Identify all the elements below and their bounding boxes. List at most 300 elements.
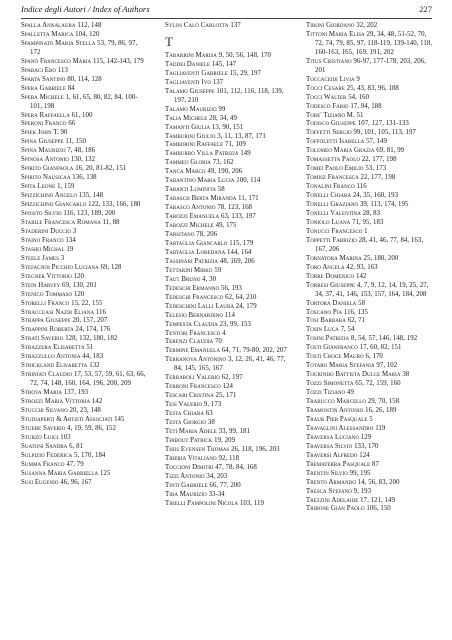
author-name: Tonucci Francesco: [306, 227, 363, 235]
page-references: 125: [99, 469, 111, 477]
page-references: 49, 175: [215, 222, 237, 230]
index-entry: [165, 392, 291, 401]
author-name: Stabile Francesca Romana: [21, 218, 101, 226]
page-references: 25, 171: [215, 392, 237, 400]
index-entry: [306, 183, 434, 192]
author-name: Tironi Giordano: [306, 22, 355, 29]
index-entry: [21, 291, 147, 300]
author-name: Talia Michele: [165, 114, 208, 122]
page-references: 1: [364, 227, 368, 235]
index-entry: [165, 124, 291, 133]
author-name: Striniati Claudio: [21, 371, 73, 379]
author-name: Strazzera Elisabetta: [21, 344, 85, 352]
index-entry: [306, 362, 434, 371]
author-name: Trento Armando: [306, 478, 356, 486]
author-name: Tonelli Graziano: [306, 201, 359, 209]
index-entry: [165, 330, 291, 339]
author-name: Testa Giorgio: [165, 419, 207, 427]
index-entry: [165, 213, 291, 222]
index-entry: [21, 344, 147, 353]
page-references: 136, 138: [72, 174, 97, 182]
page-references: 114: [224, 311, 235, 319]
page-references: 3: [72, 227, 77, 235]
author-name: Stein Harvey: [21, 281, 61, 289]
author-name: Travaglini Alessandro: [306, 424, 374, 432]
page-references: 17, 94, 188: [350, 102, 382, 110]
page-references: 144, 164: [227, 248, 252, 256]
author-name: Spampinato Maria Stella: [21, 39, 96, 47]
author-name: Toscano Pia: [306, 308, 343, 316]
page-references: 3: [60, 254, 65, 262]
index-entry: [165, 240, 291, 249]
index-entry: [21, 228, 147, 237]
page-references: 47, 78, 84, 168: [215, 463, 257, 471]
index-entry: [21, 165, 147, 174]
author-name: Tettarini Mirko: [165, 266, 213, 274]
index-entry: [165, 168, 291, 177]
author-name: Strozzi Maria Vittoria: [21, 398, 91, 406]
index-entry: [21, 112, 147, 121]
index-entry: [306, 174, 434, 183]
author-name: Toffoletti Isabella: [306, 138, 365, 146]
page-references: 51: [356, 111, 364, 119]
index-entry: [306, 407, 434, 416]
author-name: Spinosa Antonio: [21, 156, 69, 164]
index-entry: [21, 434, 147, 443]
author-name: Suatoni Sandra: [21, 442, 68, 450]
page-references: 78, 206: [196, 231, 218, 239]
author-name: Sturzo Luigi: [21, 433, 59, 441]
page-references: 119: [375, 424, 386, 432]
index-entry: [306, 76, 434, 85]
author-name: Teti Maria Adele: [165, 427, 217, 435]
index-entry: [21, 210, 147, 219]
page-references: 15, 29, 197: [229, 69, 261, 77]
author-name: Straccuasi Nazir Eliana: [21, 308, 95, 316]
author-name: Traversi Alfredo: [306, 451, 358, 459]
author-name: Tarsitano: [165, 231, 195, 239]
author-name: Telesio Bernardino: [165, 311, 224, 319]
author-name: Strazzullo Antonia: [21, 353, 81, 361]
page-references: 129: [360, 433, 372, 441]
author-name: Sulpizio Federica: [21, 451, 73, 459]
author-name: Tittoni Maria Elisa: [306, 30, 365, 38]
page-references: 116, 123, 189, 200: [63, 210, 116, 218]
page-references: 70: [214, 338, 222, 346]
author-name: Tanca Marco: [165, 168, 206, 176]
index-entry: [165, 195, 291, 204]
page-references: 1, 61, 65, 80, 82, 84, 100-101, 198: [30, 93, 138, 110]
index-entry: [165, 347, 291, 356]
page-references: 135, 148: [78, 192, 104, 200]
index-entry: [21, 398, 147, 407]
author-name: Tonelli Chiara: [306, 192, 352, 200]
index-entry: [165, 446, 291, 455]
page-references: 78, 123, 168: [217, 204, 253, 212]
author-name: Spera Raffaella: [21, 111, 70, 119]
index-entry: [306, 31, 434, 58]
author-name: Tentori Francesco: [165, 329, 221, 337]
author-name: Torresi Giuseppe: [306, 281, 356, 289]
author-name: Spera Michele: [21, 93, 64, 101]
page-references: 103, 119: [239, 499, 264, 507]
page-references: 28, 34, 49: [209, 114, 237, 122]
author-name: Toppetti Fabrizio: [306, 236, 357, 244]
author-name: Strappa Giuseppe: [21, 317, 71, 325]
index-entry: [306, 461, 434, 470]
page-references: 28, 41, 46, 77, 84, 163, 167, 206: [315, 236, 424, 253]
page-references: 29, 70, 158: [367, 398, 400, 406]
author-name: Talamo Giuseppe: [165, 87, 215, 95]
author-name: Tramontin Antonio: [306, 406, 364, 414]
index-entry: [306, 264, 434, 273]
page-references: 14, 56, 83, 200: [357, 478, 400, 486]
index-entry: [306, 210, 434, 219]
author-name: Tresca Stefano: [306, 487, 352, 495]
index-entry: [21, 246, 147, 255]
author-name: Tobe' Tiziano M.: [306, 111, 355, 119]
author-name: Trabucco Marcello: [306, 398, 367, 406]
index-entry: [165, 491, 291, 500]
author-name: Terroni Francesco: [165, 383, 221, 391]
index-entry: [165, 133, 291, 142]
author-name: Tomisz Francesca: [306, 174, 359, 182]
index-entry: [306, 147, 434, 156]
page-references: 64, 71, 79-80, 202, 207: [221, 347, 287, 355]
index-entry: [21, 425, 147, 434]
page-references: 25, 180, 200: [363, 254, 399, 262]
index-entry: [21, 309, 147, 318]
author-name: Tolomeo Maria Grazia: [306, 147, 375, 155]
author-name: Tagliaventi Gabriele: [165, 69, 228, 77]
author-name: Strickland Elisabetta: [21, 362, 88, 370]
index-entry: [165, 249, 291, 258]
author-name: Tempesta Claudia: [165, 320, 218, 328]
author-name: Tocci Cesare: [306, 84, 345, 92]
author-name: Todesco Fabio: [306, 102, 349, 110]
author-name: Tescari Cristina: [165, 392, 214, 400]
author-name: Spirito Gianpaola: [21, 165, 74, 173]
page-references: 9, 173: [203, 401, 222, 409]
index-entry: [165, 159, 291, 168]
page-references: 22, 177, 198: [361, 156, 397, 164]
index-entry: [21, 353, 147, 362]
index-entry: [21, 282, 147, 291]
author-name: Strati Saverio: [21, 335, 64, 343]
index-entry: [165, 267, 291, 276]
index-entry: [165, 455, 291, 464]
index-entry: [306, 165, 434, 174]
index-entry: [306, 282, 434, 300]
page-references: 19: [66, 245, 74, 253]
page-references: 47, 79: [66, 460, 84, 468]
page-references: 120: [73, 290, 85, 298]
author-name: Spiek John T.: [21, 129, 59, 137]
page-references: 128, 132, 180, 182: [65, 335, 118, 343]
page-references: 22, 177, 198: [360, 174, 396, 182]
index-entry: [306, 94, 434, 103]
index-entry: [21, 174, 147, 183]
page-references: 4, 30: [202, 275, 217, 283]
page-references: 29, 34, 48, 51-52, 70, 72, 74, 79, 85, 97, 118-119, 139-140, 118, 160-163, 165, 169, 191, 202: [315, 30, 433, 56]
index-entry: [165, 383, 291, 392]
index-entry: [21, 192, 147, 201]
index-entry: [165, 285, 291, 294]
author-name: Terranova Antonino: [165, 356, 227, 364]
page-references: 62, 197: [221, 374, 243, 382]
index-entry: [306, 479, 434, 488]
page-references: 3, 12, 26, 41, 46, 77, 84, 145, 165, 167: [174, 356, 286, 373]
page-references: 9: [356, 75, 360, 83]
running-header-title: Indice degli Autori / Index of Authors: [21, 4, 150, 14]
author-name: Torre Domenico: [306, 272, 355, 280]
index-entry: [21, 326, 147, 335]
page-references: 137: [212, 78, 224, 86]
page-references: 122, 133, 166, 180: [88, 201, 141, 209]
index-entry: [165, 473, 291, 482]
index-column-2: [165, 22, 291, 509]
page-references: 20, 23, 148: [69, 406, 101, 414]
index-entry: [306, 192, 434, 201]
index-entry: [165, 419, 291, 428]
section-letter-t: T: [165, 33, 173, 49]
index-entry: [21, 237, 147, 246]
author-name: Tirelli Pampolini Nicola: [165, 499, 239, 507]
author-name: Stegner Vittorio: [21, 272, 72, 280]
author-name: Susi Eugenio: [21, 478, 59, 486]
index-entry: [21, 317, 147, 326]
page-references: 11, 88: [102, 218, 120, 226]
author-name: Strappini Roberta: [21, 326, 74, 334]
page-references: 17, 53, 57, 59, 61, 63, 66, 72, 74, 148, 160, 164, 196, 200, 209: [30, 371, 146, 388]
author-name: Storelli Franco: [21, 299, 70, 307]
index-entry: [165, 231, 291, 240]
index-entry: [165, 312, 291, 321]
author-name: Thiis Evensen Thomas: [165, 445, 230, 453]
index-entry: [306, 425, 434, 434]
author-name: Testa Chiara: [165, 410, 204, 418]
index-entry: [165, 61, 291, 70]
page-references: 115, 179: [229, 239, 254, 247]
index-entry: [306, 389, 434, 398]
author-name: Tedeschi Ermanno: [165, 284, 220, 292]
index-entry: [21, 138, 147, 147]
author-name: Tonelli Valentina: [306, 210, 361, 218]
author-name: Tamburro Villa Patrizia: [165, 150, 239, 158]
author-name: Stefagnoi Picchio Luciana: [21, 263, 99, 271]
page-references: 38: [207, 419, 215, 427]
author-name: Sposito Silvio: [21, 210, 62, 218]
author-name: Summa Franco: [21, 460, 65, 468]
page-references: 56, 193: [220, 284, 242, 292]
page-references: 71, 109: [224, 141, 246, 149]
page-references: 24, 35, 160, 193: [352, 192, 399, 200]
index-entry: [21, 94, 147, 112]
page-references: 124: [222, 383, 234, 391]
author-name: Toccaceidi Livia: [306, 75, 355, 83]
index-entry: [306, 371, 434, 380]
author-name: Tosi Barbara: [306, 317, 346, 325]
author-name: Tira Maurizio: [165, 490, 207, 498]
author-name: Tosti Gianfranco: [306, 344, 358, 352]
author-name: Toniolo Luana: [306, 218, 351, 226]
page-references: 120: [73, 272, 84, 280]
page-references: 61, 100: [71, 111, 93, 119]
index-entry: [165, 294, 291, 303]
author-name: Sylos Calò Carlotta: [165, 22, 229, 29]
page-references: 59: [214, 266, 222, 274]
page-references: 130, 132: [70, 156, 96, 164]
page-references: 7, 54: [340, 326, 355, 334]
page-references: 142: [91, 398, 103, 406]
author-name: Titus Cristiano: [306, 57, 352, 65]
author-name: Spina Giuseppe: [21, 138, 64, 146]
author-name: Toccioni Dimitri: [165, 463, 214, 471]
page-references: 3, 11, 13, 87, 171: [217, 132, 266, 140]
page-references: 73, 162: [212, 159, 234, 167]
page-number: 227: [419, 4, 432, 14]
author-name: Tribone Gian Paolo: [306, 505, 365, 513]
index-entry: [165, 115, 291, 124]
author-name: Traversa Silvio: [306, 442, 353, 450]
page-references: 113: [57, 66, 69, 74]
index-entry: [21, 461, 147, 470]
author-name: Termine Emanuela: [165, 347, 221, 355]
index-entry: [21, 31, 147, 40]
page-references: 16, 26, 189: [365, 406, 397, 414]
author-name: Tarasch Berta Miranda: [165, 195, 237, 203]
index-entry: [21, 264, 147, 273]
page-references: 124: [359, 451, 370, 459]
index-entry: [21, 452, 147, 461]
page-references: 97, 102: [376, 362, 398, 370]
page-references: 9, 50, 56, 148, 170: [218, 51, 271, 59]
index-entry: [21, 219, 147, 228]
page-references: 63, 133, 197: [220, 213, 256, 221]
author-name: Stasiki Michal: [21, 245, 65, 253]
page-references: 99, 195: [349, 469, 371, 477]
page-references: 9, 193: [353, 487, 372, 495]
author-name: Tarozzi Michele: [165, 222, 214, 230]
author-name: Tamanti Giulia: [165, 123, 211, 131]
author-name: Studiaperti & Artisti Associati: [21, 415, 113, 423]
page-references: 4, 7, 9, 12, 14, 19, 25, 27, 34, 37, 41, 146, 153, 157, 164, 184, 208: [315, 281, 429, 298]
index-entry: [306, 219, 434, 228]
page-references: 99: [218, 105, 226, 113]
author-name: Toro Angela: [306, 263, 345, 271]
author-name: Taranti Luminita: [165, 186, 217, 194]
page-references: 112, 148: [77, 22, 102, 29]
page-references: 4: [222, 329, 226, 337]
author-name: Tarasco Antonio: [165, 204, 216, 212]
page-references: 42, 93, 163: [346, 263, 378, 271]
author-name: Tesi Valerio: [165, 401, 203, 409]
index-entry: [165, 500, 291, 509]
index-entry: [306, 228, 434, 237]
page-references: 15, 22, 155: [71, 299, 103, 307]
author-name: Totaro Maria Stefania: [306, 362, 375, 370]
page-references: 84: [67, 84, 75, 92]
index-entry: [165, 401, 291, 410]
author-name: Tartaglia Loredana: [165, 248, 226, 256]
author-name: Traub Pier Pasquale: [306, 415, 368, 423]
page-references: 149: [240, 150, 251, 158]
page-references: 62, 64, 210: [225, 293, 257, 301]
page-references: 4, 19, 59, 86, 152: [67, 424, 116, 432]
index-entry: [165, 437, 291, 446]
author-name: Tosini Patrizia: [306, 335, 350, 343]
author-name: Tonalini Franco: [306, 183, 355, 191]
author-name: Traversa Luciano: [306, 433, 360, 441]
index-entry: [21, 273, 147, 282]
page-references: 69, 81, 99: [376, 147, 405, 155]
author-name: Tamburini Giulio: [165, 132, 216, 140]
author-name: Trematerra Pasquale: [306, 460, 371, 468]
page-references: 145: [114, 415, 125, 423]
page-references: 58: [358, 299, 366, 307]
index-entry: [306, 488, 434, 497]
page-references: 6, 170: [365, 353, 383, 361]
author-name: Tamborini Raffaele: [165, 141, 224, 149]
author-name: Trentin Silvio: [306, 469, 348, 477]
author-name: Sparaci Ebo: [21, 66, 57, 74]
page-references: 107, 127, 131-133: [357, 120, 409, 128]
index-entry: [21, 335, 147, 344]
index-entry: [165, 88, 291, 106]
page-references: 8, 54, 57, 146, 148, 192: [351, 335, 418, 343]
page-references: 66, 77, 200: [209, 481, 241, 489]
author-name: Toffetti Sergio: [306, 129, 352, 137]
page-references: 44, 183: [82, 353, 104, 361]
author-name: Tartaglia Giancarlo: [165, 239, 228, 247]
page-references: 133, 170: [354, 442, 379, 450]
author-name: Tozzi Tiziano: [306, 389, 346, 397]
index-entry: [306, 255, 434, 264]
index-entry: [21, 416, 147, 425]
page-references: 115, 142-143, 179: [92, 57, 144, 65]
index-entry: [306, 156, 434, 165]
index-entry: [21, 183, 147, 192]
page-references: 87: [372, 460, 379, 468]
page-references: 1, 159: [57, 183, 75, 191]
page-references: 17, 60, 82, 151: [359, 344, 402, 352]
index-entry: [306, 22, 434, 31]
index-entry: [165, 177, 291, 186]
page-references: 24, 174, 176: [75, 326, 111, 334]
index-entry: [21, 255, 147, 264]
page-references: 145, 147: [211, 60, 237, 68]
page-references: 65, 72, 159, 160: [355, 380, 401, 388]
page-references: 103: [60, 433, 71, 441]
author-name: Spera Gabriele: [21, 84, 67, 92]
index-entry: [21, 479, 147, 488]
page-references: 132: [89, 362, 100, 370]
index-entry: [21, 40, 147, 58]
author-name: Tedeschini Lalli Laura: [165, 302, 235, 310]
author-name: Spanò Francesco Maria: [21, 57, 92, 65]
index-column-3: [306, 22, 434, 514]
index-entry: [21, 58, 147, 67]
page-references: 39, 113, 174, 195: [359, 201, 409, 209]
index-entry: [306, 112, 434, 121]
page-references: 32, 202: [356, 22, 378, 29]
index-entry: [306, 380, 434, 389]
author-name: Terraroli Valerio: [165, 374, 220, 382]
page-references: 46, 96, 167: [60, 478, 92, 486]
page-references: 137: [230, 22, 241, 29]
index-entry: [21, 156, 147, 165]
author-name: Tomei Paolo Emilio: [306, 165, 364, 173]
